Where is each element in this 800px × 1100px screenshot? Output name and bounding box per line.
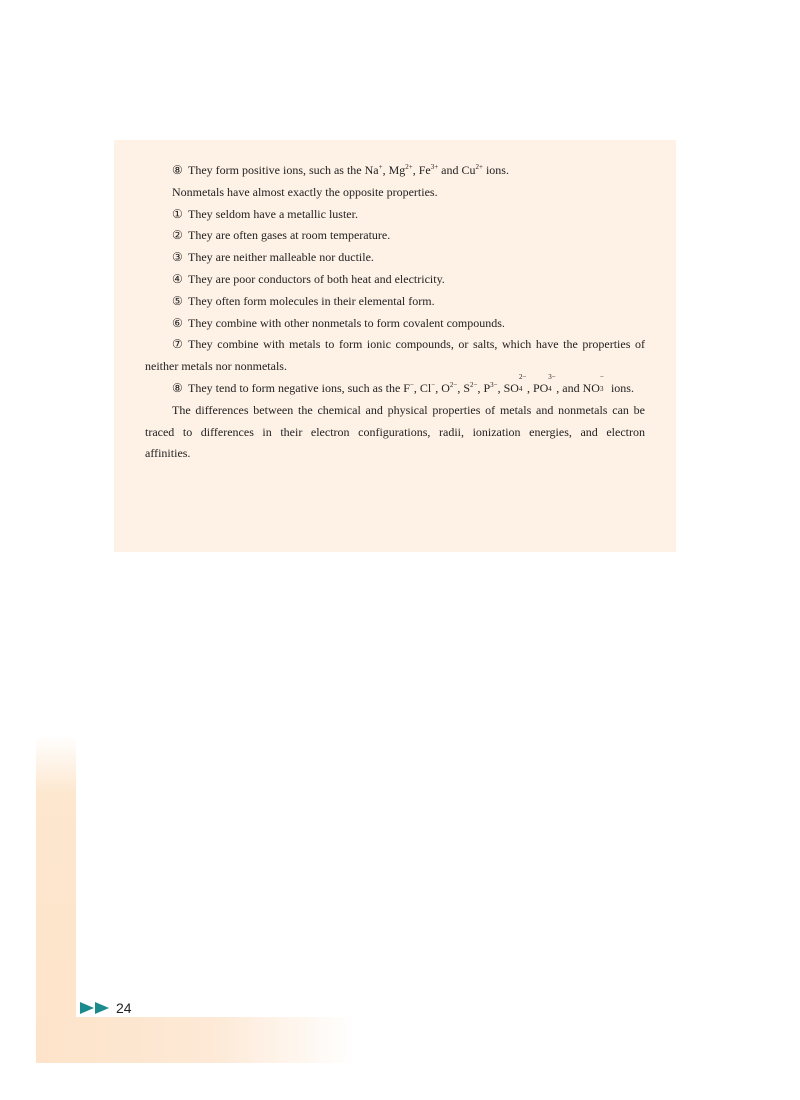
page-footer [80, 998, 132, 1018]
paragraph-closing: The differences between the chemical and physical properties of metals and nonmetals can be [172, 402, 645, 417]
list-item: ④ They are poor conductors of both heat and electricity. [145, 269, 645, 291]
double-triangle-arrow-icon [80, 1002, 110, 1014]
list-marker: ⑦ [172, 337, 183, 352]
body-text [145, 160, 645, 465]
paragraph-metal-ions: ⑧ They form positive ions, such as the Na+, $Mg^{2+}$, $Fe^{3+}$ and $Cu^{2+}$ ions. [145, 160, 645, 182]
list-item-continuation: neither metals nor nonmetals. [145, 359, 287, 374]
paragraph-closing-end: affinities. [145, 446, 191, 461]
ion-charge-stack: 3− 4 [548, 372, 556, 393]
paragraph-nonmetals-intro: Nonmetals have almost exactly the opposite properties. [172, 184, 438, 199]
list-marker: ③ [172, 250, 183, 265]
decorative-bottom-band [36, 1017, 356, 1063]
list-item: ⑦ They combine with metals to form ionic compounds, or salts, which have the properties of [145, 334, 645, 356]
list-item-negative-ions: ⑧ They tend to form negative ions, such as the F−, Cl−, $O^{2-}$, $S^{2-}$, $P^{3-}$, SO 2− 4 , PO 3− 4 , and NO − 3 ions. [145, 378, 645, 400]
list-marker: ⑧ [172, 380, 183, 395]
list-marker: ④ [172, 271, 183, 286]
list-marker: ⑧ [172, 163, 183, 177]
list-item: ⑤ They often form molecules in their elemental form. [145, 291, 645, 313]
list-marker: ① [172, 206, 183, 221]
list-marker: ⑤ [172, 293, 183, 308]
list-item: ③ They are neither malleable nor ductile. [145, 247, 645, 269]
list-item: ① They seldom have a metallic luster. [145, 204, 645, 226]
page-number: 24 [116, 1000, 132, 1016]
list-item: ⑥ They combine with other nonmetals to form covalent compounds. [145, 313, 645, 335]
decorative-side-band [36, 735, 76, 1063]
ion-charge-stack: 2− 4 [518, 372, 527, 393]
list-marker: ② [172, 228, 183, 243]
list-marker: ⑥ [172, 315, 183, 330]
ion-charge-stack: − 3 [599, 372, 604, 393]
paragraph-closing-continuation: traced to differences in their electron configurations, radii, ionization energies, and electron [145, 424, 645, 439]
list-item: ② They are often gases at room temperature. [145, 225, 645, 247]
